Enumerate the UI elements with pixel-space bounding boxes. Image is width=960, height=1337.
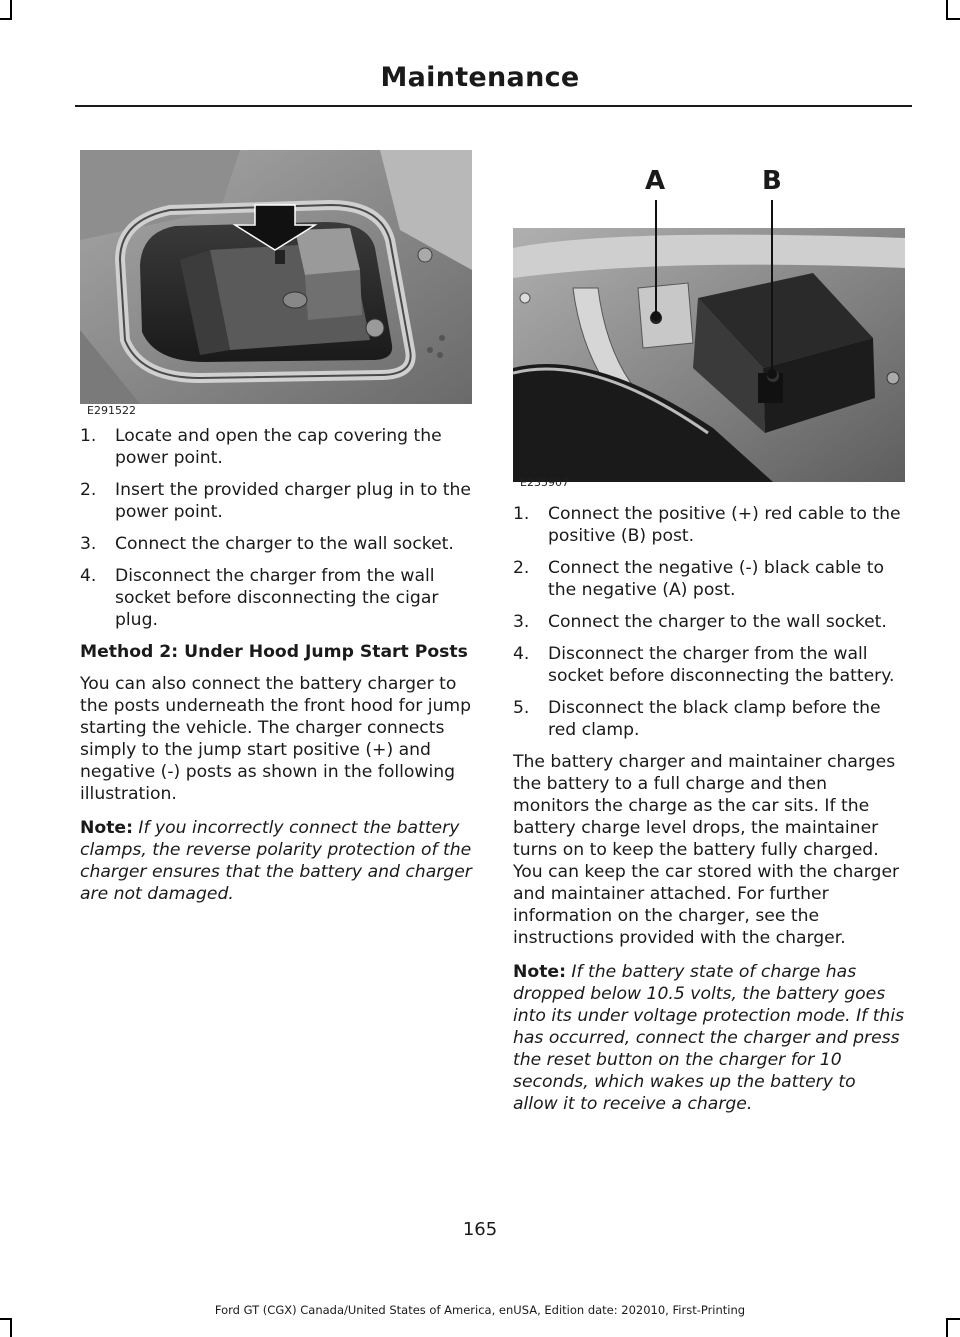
list-item: 4. Disconnect the charger from the wall socket before disconnecting the battery. <box>513 644 895 686</box>
left-steps-list <box>80 425 472 631</box>
list-item: 2. Insert the provided charger plug in to the power point. <box>80 480 472 522</box>
figure-id: E291522 <box>87 404 136 417</box>
list-item: 1. Locate and open the cap covering the power point. <box>80 426 442 468</box>
crop-mark <box>0 18 12 20</box>
jump-start-posts-illustration <box>513 228 905 482</box>
page-title: Maintenance <box>380 62 580 93</box>
crop-mark <box>946 1318 948 1337</box>
footer-edition-info: Ford GT (CGX) Canada/United States of America, enUSA, Edition date: 202010, First-Printing <box>214 1303 746 1317</box>
figure-power-point-illustration <box>80 150 472 404</box>
callout-line-a <box>655 200 657 315</box>
crop-mark <box>946 18 960 20</box>
right-column <box>513 503 905 1127</box>
callout-a: A <box>645 166 666 196</box>
figure-jump-start-posts-illustration <box>513 228 905 482</box>
list-item: 5. Disconnect the black clamp before the red clamp. <box>513 698 881 740</box>
figure-id: E235907 <box>520 476 569 489</box>
list-item: 2. Connect the negative (-) black cable to the negative (A) post. <box>513 558 884 600</box>
header-rule <box>75 105 912 107</box>
crop-mark <box>946 0 948 18</box>
page-number: 165 <box>462 1219 498 1240</box>
left-column <box>80 425 472 917</box>
right-steps-list <box>513 503 905 741</box>
callout-line-b <box>771 200 773 372</box>
crop-mark <box>946 1318 960 1320</box>
list-item: 4. Disconnect the charger from the wall socket before disconnecting the cigar plug. <box>80 566 439 630</box>
crop-mark <box>0 1318 12 1320</box>
callout-b: B <box>762 166 782 196</box>
body-paragraph: You can also connect the battery charger to the posts underneath the front hood for jump starting the vehicle. The charger connects simply to the jump start positive (+) and negative (-) posts as shown in the following illustration. <box>80 674 472 804</box>
power-point-illustration <box>80 150 472 404</box>
crop-mark <box>10 1318 12 1337</box>
note: Note: If the battery state of charge has dropped below 10.5 volts, the battery goes into its under voltage protection mode. If this has occurred, connect the charger and press the reset button on the charger for 10 seconds, which wakes up the battery to allow it to receive a charge. <box>513 962 905 1114</box>
body-paragraph: The battery charger and maintainer charges the battery to a full charge and then monitors the charge as the car sits. If the battery charge level drops, the maintainer turns on to keep the battery fully charged. You can keep the car stored with the charger and maintainer attached. For further information on the charger, see the instructions provided with the charger. <box>513 752 900 948</box>
callout-dot-b <box>767 369 777 379</box>
list-item: 3. Connect the charger to the wall socket. <box>80 534 454 554</box>
callout-dot-a <box>651 311 661 321</box>
list-item: 1. Connect the positive (+) red cable to the positive (B) post. <box>513 504 901 546</box>
list-item: 3. Connect the charger to the wall socket. <box>513 612 887 632</box>
crop-mark <box>10 0 12 18</box>
note: Note: If you incorrectly connect the battery clamps, the reverse polarity protection of the charger ensures that the battery and charger are not damaged. <box>80 818 472 904</box>
section-heading: Method 2: Under Hood Jump Start Posts <box>80 642 468 662</box>
